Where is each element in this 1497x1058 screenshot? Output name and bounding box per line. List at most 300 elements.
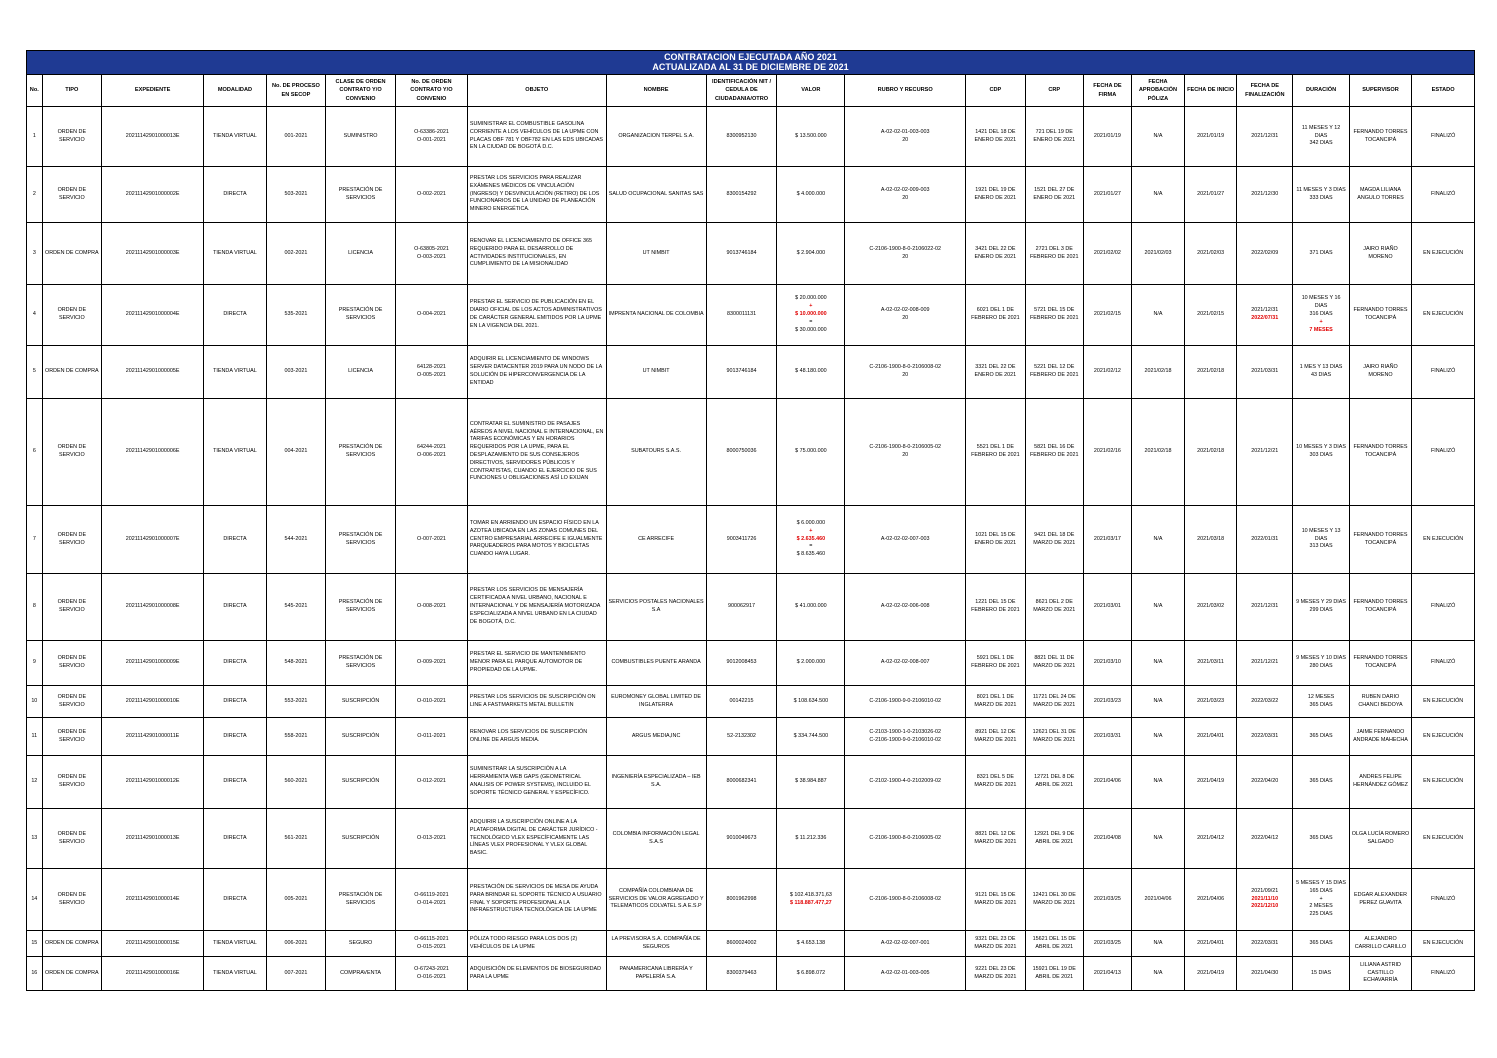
budget-item-cell-line: A-02-02-02-008-007 bbox=[880, 659, 930, 666]
order-number-cell bbox=[395, 346, 467, 399]
cdp-cell: 9221 DEL 23 DE MARZO DE 2021 bbox=[966, 957, 1025, 991]
value-cell-line: $ 2.635.460 bbox=[796, 535, 826, 542]
id-cell: 52-2132302 bbox=[706, 718, 777, 756]
contract-class-cell: PRESTACIÓN DE SERVICIOS bbox=[326, 285, 396, 346]
budget-item-cell-line: C-2106-1900-8-0-2106005-02 bbox=[869, 444, 942, 451]
supervisor-cell: ANDRES FELIPE HERNÁNDEZ GÓMEZ bbox=[1349, 756, 1412, 809]
object-cell: ADQUISICIÓN DE ELEMENTOS DE BIOSEGURIDAD PARA LA UPME bbox=[467, 957, 606, 991]
column-header: No. bbox=[27, 75, 43, 107]
table-row bbox=[27, 107, 1475, 167]
duration-cell-line: 365 DIAS bbox=[1309, 778, 1333, 785]
row-number: 1 bbox=[27, 107, 43, 167]
crp-cell: 5721 DEL 15 DE FEBRERO DE 2021 bbox=[1025, 285, 1083, 346]
order-number-cell bbox=[395, 223, 467, 285]
secop-process-cell: 560-2021 bbox=[266, 756, 325, 809]
end-date-cell-line: 2021/09/21 bbox=[1251, 887, 1279, 894]
budget-item-cell-line: C-2106-1900-8-0-2106005-02 bbox=[869, 834, 942, 841]
order-number-cell-line: O-014-2021 bbox=[417, 899, 446, 906]
contract-class-cell: PRESTACIÓN DE SERVICIOS bbox=[326, 574, 396, 641]
budget-item-cell-line: 20 bbox=[902, 194, 909, 201]
name-cell: COMPAÑÍA COLOMBIANA DE SERVICIOS DE VALOR AGREGADO Y TELEMATICOS COLVATEL S.A E.S.P bbox=[606, 869, 706, 931]
column-header: DURACIÓN bbox=[1293, 75, 1349, 107]
budget-item-cell-line: A-02-02-01-003-005 bbox=[880, 969, 930, 976]
supervisor-cell: JAIRO RIAÑO MORENO bbox=[1349, 223, 1412, 285]
start-date-cell: 2021/02/15 bbox=[1185, 285, 1237, 346]
contract-class-cell: SUSCRIPCIÓN bbox=[326, 686, 396, 718]
duration-cell bbox=[1293, 641, 1349, 686]
object-cell: TOMAR EN ARRIENDO UN ESPACIO FÍSICO EN LA AZOTEA UBICADA EN LAS ZONAS COMUNES DEL CENTRO EMPRESARIAL ARRECIFE E IGUALMENTE PARQUEADEROS PARA MOTOS Y BICICLETAS CUANDO HAYA LUGAR. bbox=[467, 506, 606, 574]
file-number-cell: 20211142901000010E bbox=[102, 686, 204, 718]
supervisor-cell: FERNANDO TORRES TOCANCIPÁ bbox=[1349, 285, 1412, 346]
id-cell: 9010049673 bbox=[706, 809, 777, 869]
value-cell-line: + bbox=[809, 303, 813, 310]
secop-process-cell: 005-2021 bbox=[266, 869, 325, 931]
signing-date-cell: 2021/04/06 bbox=[1083, 756, 1131, 809]
signing-date-cell: 2021/02/16 bbox=[1083, 399, 1131, 506]
table-row bbox=[27, 346, 1475, 399]
secop-process-cell: 002-2021 bbox=[266, 223, 325, 285]
table-row bbox=[27, 223, 1475, 285]
order-number-cell bbox=[395, 686, 467, 718]
budget-item-cell-line: A-02-02-02-007-001 bbox=[880, 939, 930, 946]
order-number-cell bbox=[395, 285, 467, 346]
value-cell bbox=[777, 574, 845, 641]
duration-cell-line: 333 DIAS bbox=[1309, 194, 1333, 201]
column-header: No. DE PROCESO EN SECOP bbox=[266, 75, 325, 107]
status-cell: FINALIZÓ bbox=[1412, 574, 1475, 641]
end-date-cell-line: 2021/12/21 bbox=[1251, 659, 1279, 666]
budget-item-cell bbox=[845, 957, 966, 991]
object-cell: PRESTACIÓN DE SERVICIOS DE MESA DE AYUDA PARA BRINDAR EL SOPORTE TÉCNICO A USUARIO FINAL Y SOPORTE PROFESIONAL A LA INFRAESTRUCTURA TECNOLÓGICA DE LA UPME bbox=[467, 869, 606, 931]
table-row bbox=[27, 686, 1475, 718]
status-cell: EN EJECUCIÓN bbox=[1412, 756, 1475, 809]
row-number: 4 bbox=[27, 285, 43, 346]
policy-date-cell: 2021/02/18 bbox=[1131, 346, 1184, 399]
end-date-cell-line: 2022/02/09 bbox=[1251, 249, 1279, 256]
order-number-cell bbox=[395, 107, 467, 167]
column-header: FECHA DE FIRMA bbox=[1083, 75, 1131, 107]
value-cell bbox=[777, 809, 845, 869]
end-date-cell bbox=[1237, 641, 1293, 686]
budget-item-cell-line: A-02-02-02-007-003 bbox=[880, 535, 930, 542]
secop-process-cell: 548-2021 bbox=[266, 641, 325, 686]
order-number-cell-line: O-66119-2021 bbox=[414, 891, 449, 898]
status-cell: FINALIZÓ bbox=[1412, 869, 1475, 931]
status-cell: EN EJECUCIÓN bbox=[1412, 809, 1475, 869]
modality-cell: TIENDA VIRTUAL bbox=[204, 223, 267, 285]
budget-item-cell bbox=[845, 167, 966, 223]
value-cell-line: $ 48.180.000 bbox=[795, 368, 827, 375]
policy-date-cell: N/A bbox=[1131, 167, 1184, 223]
modality-cell: DIRECTA bbox=[204, 718, 267, 756]
row-number: 5 bbox=[27, 346, 43, 399]
name-cell: LA PREVISORA S.A. COMPAÑÍA DE SEGUROS bbox=[606, 931, 706, 957]
type-cell: ORDEN DE SERVICIO bbox=[42, 167, 101, 223]
column-header: VALOR bbox=[777, 75, 845, 107]
column-header: TIPO bbox=[42, 75, 101, 107]
order-number-cell-line: O-008-2021 bbox=[417, 603, 446, 610]
object-cell: ADQUIRIR EL LICENCIAMIENTO DE WINDOWS SERVER DATACENTER 2019 PARA UN NODO DE LA SOLUCIÓN DE HIPERCONVERGENCIA DE LA ENTIDAD bbox=[467, 346, 606, 399]
type-cell: ORDEN DE SERVICIO bbox=[42, 641, 101, 686]
type-cell: ORDEN DE COMPRA bbox=[42, 957, 101, 991]
order-number-cell-line: O-63805-2021 bbox=[414, 245, 449, 252]
modality-cell: DIRECTA bbox=[204, 285, 267, 346]
name-cell: UT NIMBIT bbox=[606, 223, 706, 285]
object-cell: PRESTAR EL SERVICIO DE PUBLICACIÓN EN EL DIARIO OFICIAL DE LOS ACTOS ADMINISTRATIVOS DE CARÁCTER GENERAL EMITIDOS POR LA UPME EN LA VIGENCIA DEL 2021. bbox=[467, 285, 606, 346]
file-number-cell: 20211142901000014E bbox=[102, 869, 204, 931]
signing-date-cell: 2021/02/12 bbox=[1083, 346, 1131, 399]
policy-date-cell: N/A bbox=[1131, 574, 1184, 641]
row-number: 8 bbox=[27, 574, 43, 641]
value-cell-line: $ 10.000.000 bbox=[795, 311, 827, 318]
type-cell: ORDEN DE SERVICIO bbox=[42, 686, 101, 718]
duration-cell bbox=[1293, 506, 1349, 574]
type-cell: ORDEN DE SERVICIO bbox=[42, 756, 101, 809]
name-cell: UT NIMBIT bbox=[606, 346, 706, 399]
duration-cell bbox=[1293, 957, 1349, 991]
status-cell: FINALIZÓ bbox=[1412, 957, 1475, 991]
status-cell: FINALIZÓ bbox=[1412, 346, 1475, 399]
order-number-cell bbox=[395, 931, 467, 957]
supervisor-cell: FERNANDO TORRES TOCANCIPÁ bbox=[1349, 107, 1412, 167]
duration-cell-line: 5 MESES Y 15 DIAS bbox=[1296, 879, 1346, 886]
order-number-cell-line: O-009-2021 bbox=[417, 659, 446, 666]
policy-date-cell: N/A bbox=[1131, 686, 1184, 718]
name-cell: SALUD OCUPACIONAL SANITAS SAS bbox=[606, 167, 706, 223]
end-date-cell bbox=[1237, 167, 1293, 223]
column-header: FECHA APROBACIÓN PÓLIZA bbox=[1131, 75, 1184, 107]
id-cell: 8300154292 bbox=[706, 167, 777, 223]
start-date-cell: 2021/04/01 bbox=[1185, 931, 1237, 957]
duration-cell bbox=[1293, 346, 1349, 399]
duration-cell-line: 10 MESES Y 3 DIAS bbox=[1296, 444, 1346, 451]
object-cell: PRESTAR LOS SERVICIOS DE SUSCRIPCIÓN ON LINE A FASTMARKETS METAL BULLETIN bbox=[467, 686, 606, 718]
name-cell: CE ARRECIFE bbox=[606, 506, 706, 574]
order-number-cell bbox=[395, 574, 467, 641]
duration-cell-line: 371 DIAS bbox=[1309, 249, 1333, 256]
id-cell: 8001962998 bbox=[706, 869, 777, 931]
budget-item-cell bbox=[845, 869, 966, 931]
name-cell: EUROMONEY GLOBAL LIMITED DE INGLATERRA bbox=[606, 686, 706, 718]
end-date-cell-line: 2021/12/21 bbox=[1251, 448, 1279, 455]
start-date-cell: 2021/03/23 bbox=[1185, 686, 1237, 718]
budget-item-cell-line: 20 bbox=[902, 315, 909, 321]
secop-process-cell: 503-2021 bbox=[266, 167, 325, 223]
supervisor-cell: JAIME FERNANDO ANDRADE MAHECHA bbox=[1349, 718, 1412, 756]
value-cell bbox=[777, 399, 845, 506]
table-row bbox=[27, 756, 1475, 809]
duration-cell-line: 225 DIAS bbox=[1309, 911, 1333, 918]
table-row bbox=[27, 931, 1475, 957]
secop-process-cell: 544-2021 bbox=[266, 506, 325, 574]
file-number-cell: 20211142901000012E bbox=[102, 756, 204, 809]
name-cell: COMBUSTIBLES PUENTE ARANDA bbox=[606, 641, 706, 686]
column-header: ESTADO bbox=[1412, 75, 1475, 107]
supervisor-cell: FERNANDO TORRES TOCANCIPÁ bbox=[1349, 574, 1412, 641]
table-body bbox=[27, 107, 1475, 991]
signing-date-cell: 2021/04/08 bbox=[1083, 809, 1131, 869]
name-cell: INGENIERÍA ESPECIALIZADA – IEB S.A. bbox=[606, 756, 706, 809]
budget-item-cell-line: C-2106-1900-9-0-2106010-02 bbox=[869, 736, 942, 743]
duration-cell-line: 11 MESES Y 12 DIAS bbox=[1301, 124, 1341, 139]
cdp-cell: 3321 DEL 22 DE ENERO DE 2021 bbox=[966, 346, 1025, 399]
status-cell: EN EJECUCIÓN bbox=[1412, 718, 1475, 756]
value-cell-line: $ 118.887.477,27 bbox=[790, 899, 832, 906]
budget-item-cell bbox=[845, 574, 966, 641]
secop-process-cell: 003-2021 bbox=[266, 346, 325, 399]
type-cell: ORDEN DE SERVICIO bbox=[42, 809, 101, 869]
budget-item-cell-line: A-02-02-02-006-008 bbox=[880, 603, 930, 610]
column-header: EXPEDIENTE bbox=[102, 75, 204, 107]
end-date-cell-line: 2021/12/10 bbox=[1251, 903, 1279, 910]
budget-item-cell bbox=[845, 686, 966, 718]
value-cell bbox=[777, 957, 845, 991]
duration-cell-line: 316 DIAS bbox=[1309, 311, 1333, 318]
value-cell-line: $ 4.653.138 bbox=[796, 939, 826, 946]
duration-cell bbox=[1293, 574, 1349, 641]
type-cell: ORDEN DE COMPRA bbox=[42, 346, 101, 399]
budget-item-cell bbox=[845, 931, 966, 957]
start-date-cell: 2021/03/11 bbox=[1185, 641, 1237, 686]
end-date-cell-line: 2022/07/31 bbox=[1251, 315, 1279, 321]
order-number-cell bbox=[395, 718, 467, 756]
column-header: MODALIDAD bbox=[204, 75, 267, 107]
modality-cell: DIRECTA bbox=[204, 809, 267, 869]
order-number-cell-line: O-67243-2021 bbox=[414, 965, 449, 972]
report-banner bbox=[26, 50, 1475, 74]
supervisor-cell: RUBEN DARIO CHANCI BEDOYA bbox=[1349, 686, 1412, 718]
row-number: 9 bbox=[27, 641, 43, 686]
cdp-cell: 8021 DEL 1 DE MARZO DE 2021 bbox=[966, 686, 1025, 718]
id-cell: 8600024002 bbox=[706, 931, 777, 957]
crp-cell: 721 DEL 19 DE ENERO DE 2021 bbox=[1025, 107, 1083, 167]
duration-cell-line: 7 MESES bbox=[1309, 326, 1333, 333]
duration-cell bbox=[1293, 223, 1349, 285]
start-date-cell: 2021/02/18 bbox=[1185, 346, 1237, 399]
duration-cell bbox=[1293, 718, 1349, 756]
policy-date-cell: 2021/04/06 bbox=[1131, 869, 1184, 931]
budget-item-cell-line: C-2102-1900-4-0-2102009-02 bbox=[869, 778, 942, 785]
value-cell bbox=[777, 641, 845, 686]
contract-class-cell: SUMINISTRO bbox=[326, 107, 396, 167]
duration-cell-line: + bbox=[1319, 318, 1323, 325]
status-cell: EN EJECUCIÓN bbox=[1412, 285, 1475, 346]
duration-cell bbox=[1293, 869, 1349, 931]
duration-cell-line: 43 DIAS bbox=[1311, 372, 1332, 378]
secop-process-cell: 007-2021 bbox=[266, 957, 325, 991]
duration-cell bbox=[1293, 285, 1349, 346]
value-cell-line: $ 38.984.887 bbox=[795, 778, 827, 785]
id-cell: 8000682341 bbox=[706, 756, 777, 809]
policy-date-cell: N/A bbox=[1131, 756, 1184, 809]
budget-item-cell-line: C-2106-1900-8-0-2106008-02 bbox=[869, 364, 942, 371]
order-number-cell bbox=[395, 399, 467, 506]
budget-item-cell-line: A-02-02-02-009-003 bbox=[880, 186, 930, 193]
file-number-cell: 20211142901000011E bbox=[102, 718, 204, 756]
table-row bbox=[27, 167, 1475, 223]
budget-item-cell bbox=[845, 223, 966, 285]
order-number-cell-line: O-006-2021 bbox=[417, 452, 446, 458]
duration-cell bbox=[1293, 756, 1349, 809]
budget-item-cell-line: A-02-02-02-008-009 bbox=[880, 307, 930, 314]
contract-class-cell: LICENCIA bbox=[326, 346, 396, 399]
status-cell: FINALIZÓ bbox=[1412, 641, 1475, 686]
row-number: 7 bbox=[27, 506, 43, 574]
duration-cell-line: 299 DIAS bbox=[1309, 607, 1333, 613]
duration-cell-line: + bbox=[1319, 895, 1323, 902]
signing-date-cell: 2021/03/31 bbox=[1083, 718, 1131, 756]
value-cell-line: $ 108.634.500 bbox=[793, 697, 829, 704]
crp-cell: 5221 DEL 12 DE FEBRERO DE 2021 bbox=[1025, 346, 1083, 399]
name-cell: SUBATOURS S.A.S. bbox=[606, 399, 706, 506]
secop-process-cell: 561-2021 bbox=[266, 809, 325, 869]
duration-cell-line: 365 DIAS bbox=[1309, 939, 1333, 946]
secop-process-cell: 004-2021 bbox=[266, 399, 325, 506]
object-cell: SUMINISTRAR EL COMBUSTIBLE GASOLINA CORRIENTE A LOS VEHÍCULOS DE LA UPME CON PLACAS OBF 781 Y OBF782 EN LAS EDS UBICADAS EN LA CIUDAD DE BOGOTÁ D.C. bbox=[467, 107, 606, 167]
order-number-cell-line: O-63386-2021 bbox=[414, 128, 449, 135]
start-date-cell: 2021/04/01 bbox=[1185, 718, 1237, 756]
contract-class-cell: PRESTACIÓN DE SERVICIOS bbox=[326, 869, 396, 931]
policy-date-cell: N/A bbox=[1131, 506, 1184, 574]
modality-cell: TIENDA VIRTUAL bbox=[204, 107, 267, 167]
start-date-cell: 2021/04/19 bbox=[1185, 756, 1237, 809]
cdp-cell: 1421 DEL 18 DE ENERO DE 2021 bbox=[966, 107, 1025, 167]
order-number-cell-line: O-007-2021 bbox=[417, 535, 446, 542]
value-cell-line: = bbox=[809, 318, 813, 325]
duration-cell bbox=[1293, 686, 1349, 718]
modality-cell: TIENDA VIRTUAL bbox=[204, 399, 267, 506]
supervisor-cell: JAIRO RIAÑO MORENO bbox=[1349, 346, 1412, 399]
crp-cell: 12921 DEL 9 DE ABRIL DE 2021 bbox=[1025, 809, 1083, 869]
name-cell: IMPRENTA NACIONAL DE COLOMBIA bbox=[606, 285, 706, 346]
table-row bbox=[27, 506, 1475, 574]
order-number-cell-line: O-013-2021 bbox=[417, 834, 446, 841]
row-number: 3 bbox=[27, 223, 43, 285]
column-header: No. DE ORDEN CONTRATO Y/O CONVENIO bbox=[395, 75, 467, 107]
duration-cell-line: 165 DIAS bbox=[1309, 887, 1333, 894]
value-cell-line: $ 2.904.000 bbox=[796, 249, 826, 256]
table-row bbox=[27, 957, 1475, 991]
duration-cell-line: 9 MESES Y 29 DIAS bbox=[1296, 599, 1346, 606]
modality-cell: DIRECTA bbox=[204, 506, 267, 574]
value-cell-line: $ 41.000.000 bbox=[795, 603, 827, 610]
value-cell bbox=[777, 756, 845, 809]
crp-cell: 12421 DEL 30 DE MARZO DE 2021 bbox=[1025, 869, 1083, 931]
cdp-cell: 5521 DEL 1 DE FEBRERO DE 2021 bbox=[966, 399, 1025, 506]
row-number: 10 bbox=[27, 686, 43, 718]
column-header: NOMBRE bbox=[606, 75, 706, 107]
end-date-cell-line: 2022/04/20 bbox=[1251, 778, 1279, 785]
end-date-cell-line: 2021/03/31 bbox=[1251, 368, 1279, 375]
policy-date-cell: N/A bbox=[1131, 718, 1184, 756]
end-date-cell-line: 2021/04/30 bbox=[1251, 969, 1279, 976]
column-header: CLASE DE ORDEN CONTRATO Y/O CONVENIO bbox=[326, 75, 396, 107]
duration-cell-line: 303 DIAS bbox=[1309, 452, 1333, 458]
end-date-cell bbox=[1237, 869, 1293, 931]
column-header: FECHA DE FINALIZACIÓN bbox=[1237, 75, 1293, 107]
column-header: SUPERVISOR bbox=[1349, 75, 1412, 107]
order-number-cell-line: O-66115-2021 bbox=[414, 935, 449, 942]
file-number-cell: 20211142901000004E bbox=[102, 285, 204, 346]
value-cell bbox=[777, 718, 845, 756]
policy-date-cell: 2021/02/03 bbox=[1131, 223, 1184, 285]
duration-cell-line: 9 MESES Y 10 DIAS bbox=[1296, 655, 1346, 662]
budget-item-cell-line: C-2103-1900-1-0-2103026-02 bbox=[869, 728, 942, 735]
status-cell: FINALIZÓ bbox=[1412, 107, 1475, 167]
cdp-cell: 8321 DEL 5 DE MARZO DE 2021 bbox=[966, 756, 1025, 809]
order-number-cell-line: O-012-2021 bbox=[417, 778, 446, 785]
duration-cell bbox=[1293, 809, 1349, 869]
table-row bbox=[27, 285, 1475, 346]
value-cell bbox=[777, 346, 845, 399]
name-cell: PANAMERICANA LIBRERÍA Y PAPELERÍA S.A. bbox=[606, 957, 706, 991]
table-row bbox=[27, 574, 1475, 641]
value-cell bbox=[777, 506, 845, 574]
end-date-cell bbox=[1237, 285, 1293, 346]
id-cell: 900062917 bbox=[706, 574, 777, 641]
type-cell: ORDEN DE SERVICIO bbox=[42, 869, 101, 931]
contract-class-cell: PRESTACIÓN DE SERVICIOS bbox=[326, 167, 396, 223]
duration-cell-line: 11 MESES Y 3 DIAS bbox=[1296, 186, 1346, 193]
order-number-cell-line: 64244-2021 bbox=[417, 444, 446, 451]
modality-cell: DIRECTA bbox=[204, 167, 267, 223]
cdp-cell: 6021 DEL 1 DE FEBRERO DE 2021 bbox=[966, 285, 1025, 346]
start-date-cell: 2021/02/18 bbox=[1185, 399, 1237, 506]
end-date-cell bbox=[1237, 931, 1293, 957]
id-cell: 9013746184 bbox=[706, 346, 777, 399]
type-cell: ORDEN DE COMPRA bbox=[42, 223, 101, 285]
order-number-cell-line: O-001-2021 bbox=[417, 136, 446, 143]
id-cell: 9012008453 bbox=[706, 641, 777, 686]
order-number-cell-line: 64128-2021 bbox=[417, 364, 446, 371]
modality-cell: TIENDA VIRTUAL bbox=[204, 346, 267, 399]
end-date-cell bbox=[1237, 399, 1293, 506]
cdp-cell: 3421 DEL 22 DE ENERO DE 2021 bbox=[966, 223, 1025, 285]
budget-item-cell bbox=[845, 641, 966, 686]
id-cell: 8300952130 bbox=[706, 107, 777, 167]
status-cell: EN EJECUCIÓN bbox=[1412, 223, 1475, 285]
end-date-cell-line: 2021/11/10 bbox=[1251, 895, 1279, 902]
duration-cell-line: 2 MESES bbox=[1309, 903, 1333, 910]
budget-item-cell bbox=[845, 506, 966, 574]
budget-item-cell bbox=[845, 718, 966, 756]
column-header: RUBRO Y RECURSO bbox=[845, 75, 966, 107]
crp-cell: 8621 DEL 2 DE MARZO DE 2021 bbox=[1025, 574, 1083, 641]
secop-process-cell: 558-2021 bbox=[266, 718, 325, 756]
contract-class-cell: SEGURO bbox=[326, 931, 396, 957]
crp-cell: 2721 DEL 3 DE FEBRERO DE 2021 bbox=[1025, 223, 1083, 285]
row-number: 16 bbox=[27, 957, 43, 991]
object-cell: SUMINISTRAR LA SUSCRIPCIÓN A LA HERRAMIENTA WEB GAPS (GEOMETRICAL ANALISIS OF POWER SYSTEMS), INCLUIDO EL SOPORTE TÉCNICO GENERAL Y ESPECÍFICO. bbox=[467, 756, 606, 809]
contract-class-cell: PRESTACIÓN DE SERVICIOS bbox=[326, 506, 396, 574]
end-date-cell-line: 2021/12/31 bbox=[1251, 307, 1279, 314]
id-cell: 8300011131 bbox=[706, 285, 777, 346]
type-cell: ORDEN DE SERVICIO bbox=[42, 506, 101, 574]
order-number-cell-line: O-002-2021 bbox=[417, 190, 446, 197]
name-cell: SERVICIOS POSTALES NACIONALES S.A bbox=[606, 574, 706, 641]
supervisor-cell: FERNANDO TORRES TOCANCIPÁ bbox=[1349, 506, 1412, 574]
file-number-cell: 20211142901000016E bbox=[102, 957, 204, 991]
modality-cell: DIRECTA bbox=[204, 756, 267, 809]
file-number-cell: 20211142901000013E bbox=[102, 809, 204, 869]
object-cell: RENOVAR EL LICENCIAMIENTO DE OFFICE 365 REQUERIDO PARA EL DESARROLLO DE ACTIVIDADES INSTITUCIONALES, EN CUMPLIMIENTO DE LA MISIONALIDAD bbox=[467, 223, 606, 285]
value-cell bbox=[777, 931, 845, 957]
end-date-cell bbox=[1237, 574, 1293, 641]
table-row bbox=[27, 809, 1475, 869]
budget-item-cell-line: 20 bbox=[902, 136, 909, 143]
row-number: 15 bbox=[27, 931, 43, 957]
end-date-cell bbox=[1237, 718, 1293, 756]
